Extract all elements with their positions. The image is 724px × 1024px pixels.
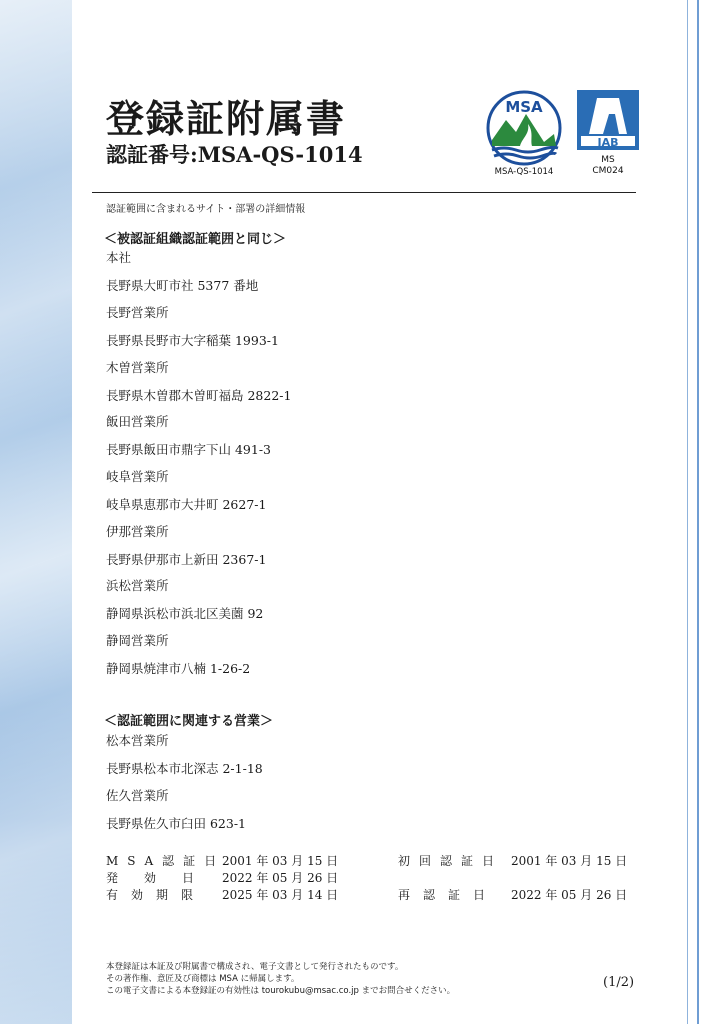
site-name: 佐久営業所: [106, 788, 169, 803]
jab-logo-text: JAB: [597, 136, 619, 149]
msa-logo-caption: MSA-QS-1014: [494, 167, 554, 177]
site-address: 長野県飯田市鼎字下山 491-3: [106, 442, 272, 457]
section-heading-scope: ＜被認証組織認証範囲と同じ＞: [104, 232, 287, 247]
site-name: 木曽営業所: [106, 360, 169, 375]
initial-cert-date-label: 初回認証日: [398, 854, 504, 868]
issue-date: 2022 年 05 月 26 日: [222, 871, 339, 885]
site-entry: [106, 727, 263, 783]
recert-date-label: 再認証日: [398, 888, 499, 902]
site-address: 長野県伊那市上新田 2367-1: [106, 552, 267, 567]
site-address: 長野県木曽郡木曽町福島 2822-1: [106, 388, 292, 403]
site-name: 伊那営業所: [106, 524, 169, 539]
site-address: 長野県大町市社 5377 番地: [106, 278, 259, 293]
section-heading-related: ＜認証範囲に関連する営業＞: [104, 714, 274, 729]
page-number: (1/2): [603, 975, 635, 990]
site-name: 本社: [106, 250, 132, 265]
site-entry: [106, 408, 271, 464]
footer-notes: [106, 961, 455, 997]
site-entry: [106, 572, 263, 628]
certificate-number: [106, 139, 363, 169]
site-entry: [106, 244, 258, 300]
jab-logo: [577, 90, 639, 176]
site-entry: [106, 463, 266, 519]
site-entry: [106, 782, 246, 838]
msa-cert-date: 2001 年 03 月 15 日: [222, 854, 339, 868]
site-entry: [106, 518, 266, 574]
issue-date-label: 発効日: [106, 871, 221, 885]
recert-date: 2022 年 05 月 26 日: [511, 888, 628, 902]
expiry-date: 2025 年 03 月 14 日: [222, 888, 339, 902]
site-address: 長野県佐久市臼田 623-1: [106, 816, 247, 831]
msa-logo-text: MSA: [505, 98, 543, 116]
expiry-date-label: 有効期限: [106, 888, 207, 902]
jab-logo-caption-code: CM024: [592, 166, 624, 176]
site-name: 松本営業所: [106, 733, 169, 748]
msa-logo: [484, 90, 564, 178]
site-entry: [106, 299, 279, 355]
site-name: 飯田営業所: [106, 414, 169, 429]
scope-info-label: 認証範囲に含まれるサイト・部署の詳細情報: [106, 204, 306, 215]
footer-note: その著作権、意匠及び商標は MSA に帰属します。: [106, 974, 300, 984]
site-address: 長野県松本市北深志 2-1-18: [106, 761, 263, 776]
footer-note: 本登録証は本証及び附属書で構成され、電子文書として発行されたものです。: [106, 962, 404, 972]
cert-value: MSA-QS-1014: [197, 142, 363, 167]
site-name: 浜松営業所: [106, 578, 169, 593]
site-name: 静岡営業所: [106, 633, 169, 648]
border-line: [697, 0, 699, 1024]
site-entry: [106, 627, 250, 683]
page-title: 登録証附属書: [106, 96, 347, 141]
msa-cert-date-label: MSA認証日: [106, 854, 226, 868]
site-address: 長野県長野市大字稲葉 1993-1: [106, 333, 279, 348]
site-address: 静岡県焼津市八楠 1-26-2: [106, 661, 251, 676]
site-name: 岐阜営業所: [106, 469, 169, 484]
decorative-side-band: [0, 0, 72, 1024]
footer-note: この電子文書による本登録証の有効性は tourokubu@msac.co.jp までお問合せください。: [106, 986, 456, 996]
site-name: 長野営業所: [106, 305, 169, 320]
cert-label: 認証番号:: [106, 142, 198, 167]
initial-cert-date: 2001 年 03 月 15 日: [511, 854, 628, 868]
jab-logo-caption-ms: MS: [601, 155, 615, 165]
site-entry: [106, 354, 291, 410]
divider: [92, 192, 636, 193]
site-address: 静岡県浜松市浜北区美薗 92: [106, 606, 264, 621]
site-address: 岐阜県恵那市大井町 2627-1: [106, 497, 267, 512]
border-line: [687, 0, 688, 1024]
